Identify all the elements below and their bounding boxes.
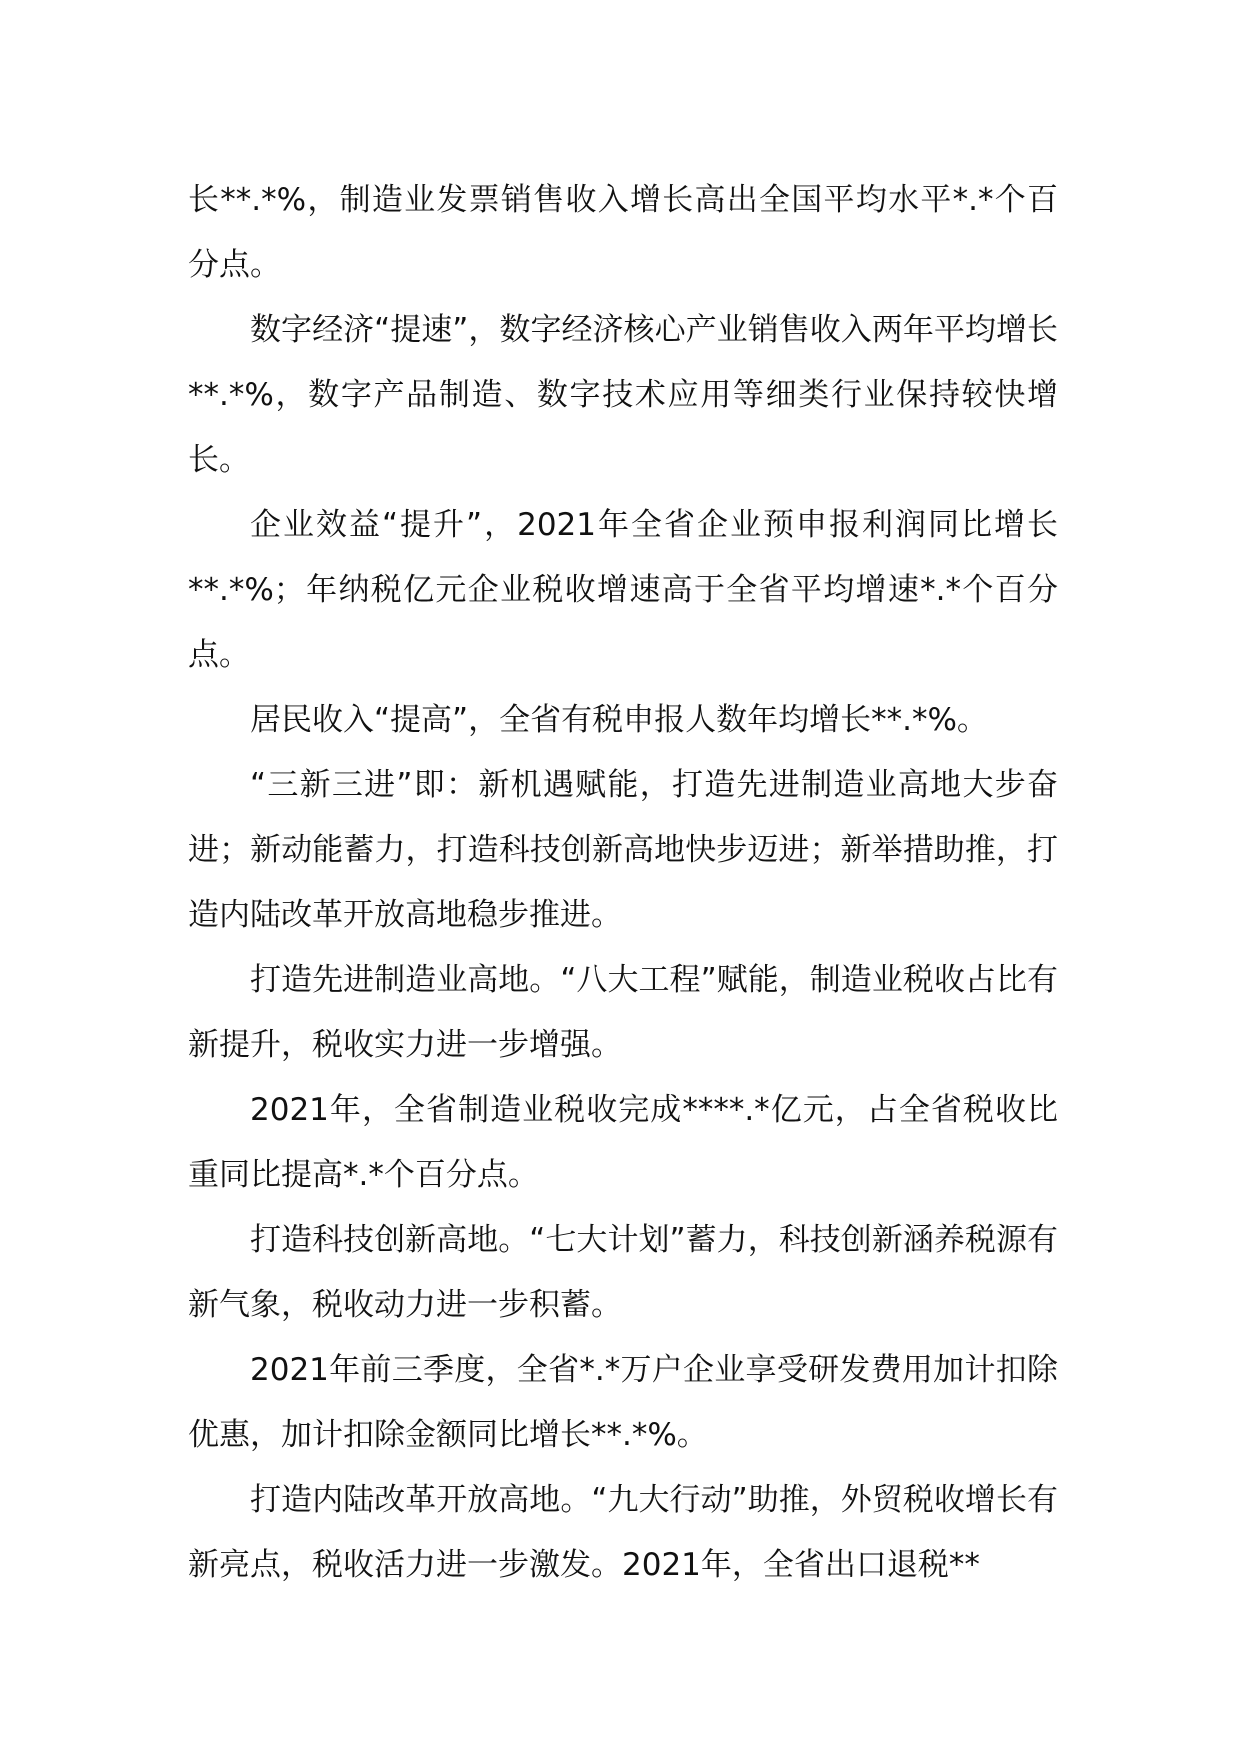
paragraph: 打造先进制造业高地。“八大工程”赋能，制造业税收占比有新提升，税收实力进一步增强。 — [188, 962, 1058, 1063]
paragraph: “三新三进”即：新机遇赋能，打造先进制造业高地大步奋进；新动能蓄力，打造科技创新高地快步迈进；新举措助推，打造内陆改革开放高地稳步推进。 — [188, 767, 1058, 933]
paragraph: 长**.*%，制造业发票销售收入增长高出全国平均水平*.*个百分点。 — [188, 182, 1058, 283]
paragraph: 数字经济“提速”，数字经济核心产业销售收入两年平均增长**.*%，数字产品制造、数字技术应用等细类行业保持较快增长。 — [188, 312, 1058, 478]
paragraph: 企业效益“提升”，2021年全省企业预申报利润同比增长**.*%；年纳税亿元企业税收增速高于全省平均增速*.*个百分点。 — [188, 507, 1058, 673]
paragraph: 打造内陆改革开放高地。“九大行动”助推，外贸税收增长有新亮点，税收活力进一步激发。2021年，全省出口退税** — [188, 1482, 1058, 1583]
paragraph: 2021年，全省制造业税收完成****.*亿元，占全省税收比重同比提高*.*个百分点。 — [188, 1092, 1058, 1193]
paragraph: 2021年前三季度，全省*.*万户企业享受研发费用加计扣除优惠，加计扣除金额同比增长**.*%。 — [188, 1352, 1058, 1453]
body-text — [188, 168, 1058, 1598]
paragraph: 居民收入“提高”，全省有税申报人数年均增长**.*%。 — [250, 702, 988, 738]
paragraph: 打造科技创新高地。“七大计划”蓄力，科技创新涵养税源有新气象，税收动力进一步积蓄。 — [188, 1222, 1058, 1323]
